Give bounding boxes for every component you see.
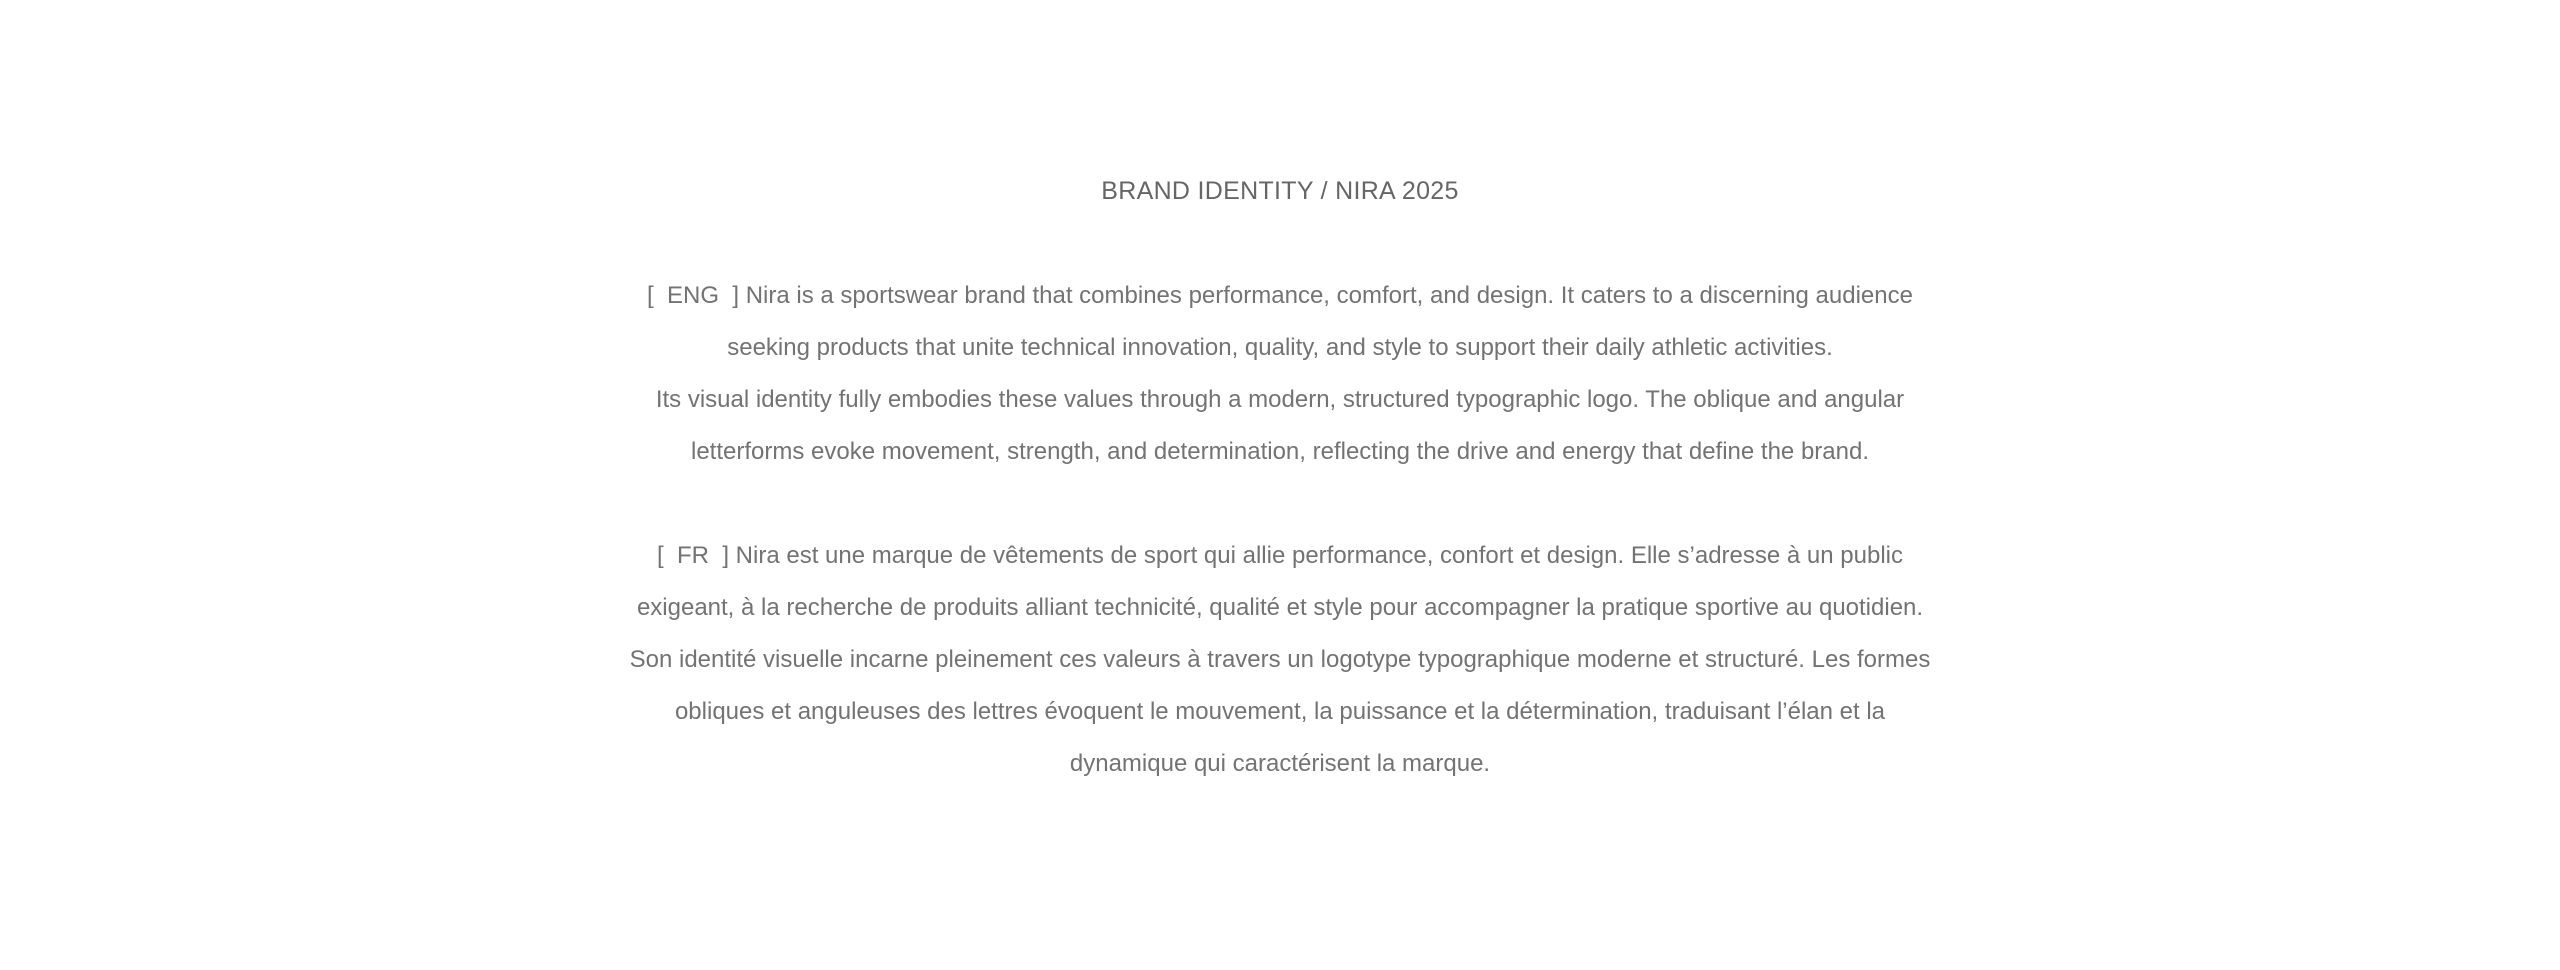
- english-description: [0, 270, 2560, 478]
- english-text-line-4: letterforms evoke movement, strength, and determination, reflecting the drive and energy that define the brand.: [690, 438, 1869, 465]
- english-text-line-3: Its visual identity fully embodies these values through a modern, structured typographic logo. The oblique and angular: [655, 386, 1905, 413]
- french-text-line-2: exigeant, à la recherche de produits alliant technicité, qualité et style pour accompagner la pratique sportive au quotidien.: [636, 594, 1924, 621]
- french-text-line-4: obliques et anguleuses des lettres évoquent le mouvement, la puissance et la détermination, traduisant l’élan et la: [674, 698, 1886, 725]
- french-text-line-5: dynamique qui caractérisent la marque.: [1069, 750, 1491, 777]
- french-text-line-1: Nira est une marque de vêtements de sport qui allie performance, confort et design. Elle s’adresse à un public: [735, 542, 1903, 569]
- page-title: BRAND IDENTITY / NIRA 2025: [1101, 177, 1459, 205]
- english-text-line-2: seeking products that unite technical innovation, quality, and style to support their daily athletic activities.: [727, 334, 1833, 361]
- english-language-tag: [ ENG ]: [647, 282, 740, 309]
- french-language-tag: [ FR ]: [657, 542, 729, 569]
- french-text-line-3: Son identité visuelle incarne pleinement ces valeurs à travers un logotype typographique moderne et structuré. Les formes: [629, 646, 1931, 673]
- english-text-line-1: Nira is a sportswear brand that combines performance, comfort, and design. It caters to a discerning audience: [745, 282, 1913, 309]
- french-line-1: [0, 530, 2560, 582]
- french-description: [0, 530, 2560, 790]
- english-line-1: [0, 270, 2560, 322]
